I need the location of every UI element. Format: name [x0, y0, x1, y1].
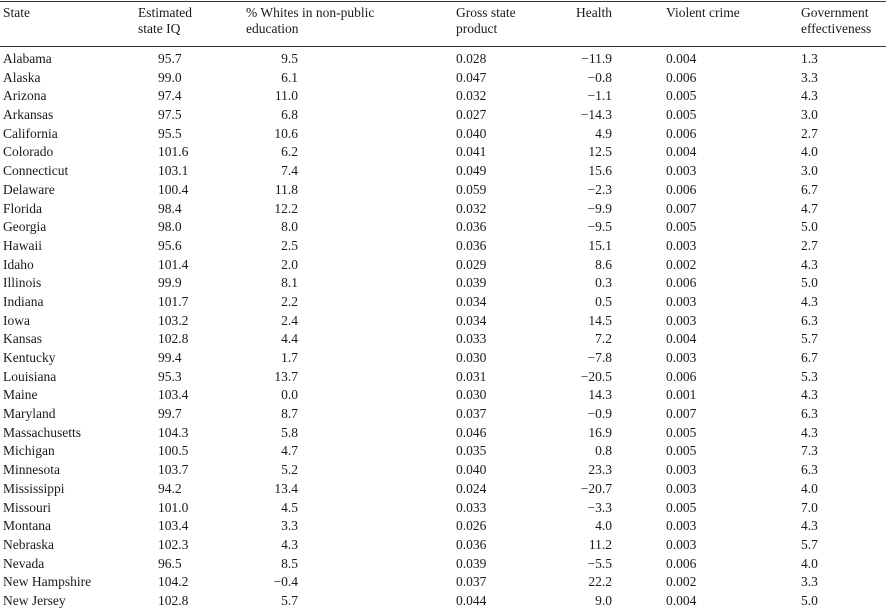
cell-whites-non-public-education: 2.0: [281, 256, 298, 272]
cell-state: Montana: [3, 518, 51, 534]
cell-state: Georgia: [3, 219, 47, 235]
cell-violent-crime: 0.003: [666, 312, 697, 328]
cell-state: Connecticut: [3, 163, 69, 179]
table-row: [0, 200, 886, 219]
cell-violent-crime: 0.001: [666, 387, 697, 403]
cell-state: Idaho: [3, 256, 34, 272]
cell-gross-state-product: 0.036: [456, 536, 487, 552]
cell-health: 15.1: [588, 237, 612, 253]
cell-state: Massachusetts: [3, 424, 81, 440]
cell-government-effectiveness: 4.3: [801, 387, 818, 403]
cell-violent-crime: 0.003: [666, 536, 697, 552]
cell-violent-crime: 0.005: [666, 88, 697, 104]
cell-estimated-state-iq: 101.6: [158, 144, 189, 160]
table-row: [0, 555, 886, 574]
cell-whites-non-public-education: 2.5: [281, 237, 298, 253]
cell-government-effectiveness: 2.7: [801, 237, 818, 253]
cell-gross-state-product: 0.046: [456, 424, 487, 440]
cell-violent-crime: 0.003: [666, 163, 697, 179]
cell-state: Missouri: [3, 499, 52, 515]
table-row: [0, 162, 886, 181]
cell-health: 0.5: [595, 293, 612, 309]
cell-government-effectiveness: 6.3: [801, 406, 818, 422]
cell-health: 0.3: [595, 275, 612, 291]
cell-whites-non-public-education: 9.5: [281, 51, 298, 66]
cell-violent-crime: 0.004: [666, 592, 697, 608]
cell-estimated-state-iq: 103.4: [158, 518, 189, 534]
cell-estimated-state-iq: 103.4: [158, 387, 189, 403]
cell-gross-state-product: 0.034: [456, 293, 487, 309]
header-violent-crime: Violent crime: [666, 5, 740, 20]
table-row: [0, 312, 886, 331]
cell-government-effectiveness: 5.7: [801, 536, 818, 552]
cell-gross-state-product: 0.028: [456, 51, 487, 66]
cell-government-effectiveness: 7.0: [801, 499, 818, 515]
cell-gross-state-product: 0.059: [456, 181, 487, 197]
cell-violent-crime: 0.003: [666, 350, 697, 365]
table-row: [0, 293, 886, 312]
table-row: [0, 349, 886, 368]
cell-violent-crime: 0.003: [666, 237, 697, 253]
cell-government-effectiveness: 1.3: [801, 51, 818, 66]
cell-health: 14.3: [588, 387, 612, 403]
cell-health: 15.6: [588, 163, 612, 179]
cell-government-effectiveness: 4.3: [801, 518, 818, 534]
table-row: [0, 480, 886, 499]
cell-whites-non-public-education: 6.8: [281, 107, 298, 123]
cell-government-effectiveness: 3.3: [801, 574, 818, 590]
cell-estimated-state-iq: 96.5: [158, 555, 182, 571]
cell-whites-non-public-education: 8.7: [281, 406, 298, 422]
cell-estimated-state-iq: 98.0: [158, 219, 182, 235]
cell-estimated-state-iq: 98.4: [158, 200, 182, 216]
cell-state: New Jersey: [3, 592, 66, 608]
cell-whites-non-public-education: 12.2: [274, 200, 298, 216]
cell-health: 0.8: [595, 443, 612, 459]
cell-health: −20.7: [580, 480, 612, 496]
cell-violent-crime: 0.003: [666, 462, 697, 478]
cell-estimated-state-iq: 101.4: [158, 256, 189, 272]
table-row: [0, 461, 886, 480]
cell-whites-non-public-education: 13.7: [274, 368, 298, 384]
header-rule: [0, 46, 886, 47]
cell-state: Nevada: [3, 555, 45, 571]
cell-estimated-state-iq: 103.2: [158, 312, 189, 328]
cell-state: Maryland: [3, 406, 56, 422]
table-row: [0, 69, 886, 88]
cell-state: Florida: [3, 200, 42, 216]
table-row: [0, 368, 886, 387]
cell-gross-state-product: 0.024: [456, 480, 487, 496]
cell-whites-non-public-education: 5.8: [281, 424, 298, 440]
cell-gross-state-product: 0.039: [456, 275, 487, 291]
cell-whites-non-public-education: 4.3: [281, 536, 298, 552]
cell-health: −2.3: [587, 181, 612, 197]
header-government-effectiveness: Government effectiveness: [801, 5, 872, 36]
cell-government-effectiveness: 4.3: [801, 256, 818, 272]
cell-whites-non-public-education: 7.4: [281, 163, 298, 179]
cell-health: 4.9: [595, 125, 612, 141]
cell-gross-state-product: 0.031: [456, 368, 487, 384]
cell-estimated-state-iq: 104.3: [158, 424, 189, 440]
cell-government-effectiveness: 5.0: [801, 592, 818, 608]
cell-violent-crime: 0.003: [666, 518, 697, 534]
cell-health: 7.2: [595, 331, 612, 347]
cell-whites-non-public-education: 2.2: [281, 293, 298, 309]
cell-estimated-state-iq: 95.6: [158, 237, 182, 253]
cell-violent-crime: 0.007: [666, 406, 697, 422]
cell-government-effectiveness: 6.7: [801, 181, 818, 197]
cell-violent-crime: 0.004: [666, 331, 697, 347]
cell-violent-crime: 0.003: [666, 293, 697, 309]
cell-gross-state-product: 0.036: [456, 237, 487, 253]
table-row: [0, 218, 886, 237]
table-row: [0, 442, 886, 461]
cell-gross-state-product: 0.039: [456, 555, 487, 571]
cell-gross-state-product: 0.032: [456, 200, 487, 216]
cell-violent-crime: 0.004: [666, 51, 697, 66]
table-row: [0, 536, 886, 555]
cell-violent-crime: 0.007: [666, 200, 697, 216]
table-row: [0, 87, 886, 106]
cell-state: Nebraska: [3, 536, 54, 552]
cell-violent-crime: 0.005: [666, 424, 697, 440]
cell-health: −9.5: [587, 219, 612, 235]
header-gross-state-product: Gross state product: [456, 5, 516, 36]
cell-whites-non-public-education: 8.1: [281, 275, 298, 291]
cell-state: Minnesota: [3, 462, 60, 478]
cell-gross-state-product: 0.037: [456, 574, 487, 590]
cell-whites-non-public-education: 4.7: [281, 443, 298, 459]
table-row: [0, 256, 886, 275]
cell-whites-non-public-education: 6.1: [281, 69, 298, 85]
cell-violent-crime: 0.004: [666, 144, 697, 160]
cell-government-effectiveness: 7.3: [801, 443, 818, 459]
cell-whites-non-public-education: 1.7: [281, 350, 298, 365]
cell-gross-state-product: 0.044: [456, 592, 487, 608]
cell-estimated-state-iq: 100.4: [158, 181, 189, 197]
cell-estimated-state-iq: 103.7: [158, 462, 189, 478]
cell-state: Delaware: [3, 181, 55, 197]
cell-state: Louisiana: [3, 368, 57, 384]
cell-gross-state-product: 0.033: [456, 499, 487, 515]
cell-violent-crime: 0.006: [666, 181, 697, 197]
cell-gross-state-product: 0.035: [456, 443, 487, 459]
cell-estimated-state-iq: 99.9: [158, 275, 182, 291]
cell-government-effectiveness: 4.7: [801, 200, 818, 216]
cell-whites-non-public-education: 2.4: [281, 312, 298, 328]
cell-government-effectiveness: 6.3: [801, 312, 818, 328]
cell-health: 4.0: [595, 518, 612, 534]
cell-estimated-state-iq: 101.0: [158, 499, 189, 515]
cell-violent-crime: 0.005: [666, 219, 697, 235]
cell-health: −5.5: [587, 555, 612, 571]
cell-violent-crime: 0.002: [666, 256, 697, 272]
cell-gross-state-product: 0.026: [456, 518, 487, 534]
cell-health: −3.3: [587, 499, 612, 515]
cell-health: 8.6: [595, 256, 612, 272]
cell-whites-non-public-education: 10.6: [274, 125, 298, 141]
cell-gross-state-product: 0.047: [456, 69, 487, 85]
table-row: [0, 517, 886, 536]
cell-estimated-state-iq: 95.7: [158, 51, 182, 66]
cell-state: Mississippi: [3, 480, 65, 496]
cell-gross-state-product: 0.049: [456, 163, 487, 179]
cell-gross-state-product: 0.040: [456, 125, 487, 141]
cell-gross-state-product: 0.041: [456, 144, 487, 160]
table-row: [0, 237, 886, 256]
cell-whites-non-public-education: 5.7: [281, 592, 298, 608]
cell-health: 22.2: [588, 574, 612, 590]
header-state: State: [3, 5, 30, 20]
table-row: [0, 143, 886, 162]
table-row: [0, 50, 886, 69]
cell-gross-state-product: 0.036: [456, 219, 487, 235]
cell-gross-state-product: 0.034: [456, 312, 487, 328]
cell-government-effectiveness: 5.0: [801, 275, 818, 291]
table-row: [0, 405, 886, 424]
cell-health: 23.3: [588, 462, 612, 478]
cell-state: Alabama: [3, 51, 52, 66]
cell-violent-crime: 0.006: [666, 69, 697, 85]
header-whites-non-public-education: % Whites in non-public education: [246, 5, 375, 36]
cell-state: Illinois: [3, 275, 42, 291]
cell-health: −11.9: [581, 51, 612, 66]
cell-estimated-state-iq: 95.3: [158, 368, 182, 384]
cell-government-effectiveness: 6.7: [801, 350, 818, 365]
cell-government-effectiveness: 4.0: [801, 144, 818, 160]
cell-state: Hawaii: [3, 237, 42, 253]
cell-violent-crime: 0.006: [666, 555, 697, 571]
cell-whites-non-public-education: 6.2: [281, 144, 298, 160]
cell-whites-non-public-education: 11.0: [274, 88, 298, 104]
cell-whites-non-public-education: 4.4: [281, 331, 298, 347]
cell-government-effectiveness: 4.3: [801, 424, 818, 440]
cell-gross-state-product: 0.029: [456, 256, 487, 272]
cell-whites-non-public-education: 5.2: [281, 462, 298, 478]
cell-estimated-state-iq: 102.8: [158, 592, 189, 608]
cell-violent-crime: 0.005: [666, 107, 697, 123]
cell-health: −0.9: [587, 406, 612, 422]
cell-violent-crime: 0.002: [666, 574, 697, 590]
cell-whites-non-public-education: −0.4: [273, 574, 298, 590]
cell-whites-non-public-education: 13.4: [274, 480, 298, 496]
cell-health: 16.9: [588, 424, 612, 440]
header-estimated-state-iq: Estimated state IQ: [138, 5, 192, 36]
cell-estimated-state-iq: 104.2: [158, 574, 189, 590]
cell-health: 14.5: [588, 312, 612, 328]
cell-estimated-state-iq: 103.1: [158, 163, 189, 179]
cell-whites-non-public-education: 3.3: [281, 518, 298, 534]
cell-state: New Hampshire: [3, 574, 92, 590]
cell-gross-state-product: 0.032: [456, 88, 487, 104]
cell-state: Kentucky: [3, 350, 56, 365]
cell-estimated-state-iq: 94.2: [158, 480, 182, 496]
cell-state: Michigan: [3, 443, 55, 459]
cell-government-effectiveness: 4.0: [801, 480, 818, 496]
cell-estimated-state-iq: 100.5: [158, 443, 189, 459]
cell-government-effectiveness: 6.3: [801, 462, 818, 478]
cell-whites-non-public-education: 11.8: [274, 181, 298, 197]
cell-government-effectiveness: 5.0: [801, 219, 818, 235]
cell-health: 11.2: [588, 536, 612, 552]
cell-state: Alaska: [3, 69, 41, 85]
cell-whites-non-public-education: 8.0: [281, 219, 298, 235]
cell-estimated-state-iq: 102.3: [158, 536, 189, 552]
cell-government-effectiveness: 3.0: [801, 163, 818, 179]
cell-state: Kansas: [3, 331, 42, 347]
table-row: [0, 573, 886, 592]
cell-estimated-state-iq: 99.4: [158, 350, 182, 365]
table-row: [0, 274, 886, 293]
cell-government-effectiveness: 4.3: [801, 293, 818, 309]
cell-violent-crime: 0.005: [666, 443, 697, 459]
cell-health: 12.5: [588, 144, 612, 160]
cell-whites-non-public-education: 8.5: [281, 555, 298, 571]
cell-whites-non-public-education: 0.0: [281, 387, 298, 403]
cell-government-effectiveness: 5.7: [801, 331, 818, 347]
cell-violent-crime: 0.003: [666, 480, 697, 496]
cell-estimated-state-iq: 99.7: [158, 406, 182, 422]
cell-health: −7.8: [587, 350, 612, 365]
cell-gross-state-product: 0.033: [456, 331, 487, 347]
cell-state: Arizona: [3, 88, 47, 104]
table-row: [0, 592, 886, 611]
top-rule: [0, 1, 886, 2]
cell-health: −1.1: [587, 88, 612, 104]
cell-health: −20.5: [580, 368, 612, 384]
header-health: Health: [576, 5, 612, 20]
cell-estimated-state-iq: 95.5: [158, 125, 182, 141]
cell-violent-crime: 0.006: [666, 275, 697, 291]
cell-estimated-state-iq: 99.0: [158, 69, 182, 85]
table-body: [0, 50, 886, 611]
cell-state: Iowa: [3, 312, 30, 328]
cell-health: −9.9: [587, 200, 612, 216]
cell-government-effectiveness: 3.3: [801, 69, 818, 85]
cell-violent-crime: 0.006: [666, 125, 697, 141]
cell-health: −14.3: [580, 107, 612, 123]
cell-state: Indiana: [3, 293, 44, 309]
cell-government-effectiveness: 4.3: [801, 88, 818, 104]
cell-gross-state-product: 0.040: [456, 462, 487, 478]
cell-estimated-state-iq: 97.4: [158, 88, 182, 104]
table-row: [0, 181, 886, 200]
cell-gross-state-product: 0.030: [456, 387, 487, 403]
table-row: [0, 106, 886, 125]
cell-government-effectiveness: 5.3: [801, 368, 818, 384]
cell-gross-state-product: 0.030: [456, 350, 487, 365]
cell-government-effectiveness: 2.7: [801, 125, 818, 141]
cell-health: −0.8: [587, 69, 612, 85]
table-row: [0, 330, 886, 349]
cell-health: 9.0: [595, 592, 612, 608]
table-row: [0, 125, 886, 144]
cell-whites-non-public-education: 4.5: [281, 499, 298, 515]
cell-estimated-state-iq: 97.5: [158, 107, 182, 123]
cell-violent-crime: 0.005: [666, 499, 697, 515]
cell-state: California: [3, 125, 58, 141]
cell-gross-state-product: 0.037: [456, 406, 487, 422]
cell-estimated-state-iq: 102.8: [158, 331, 189, 347]
cell-government-effectiveness: 4.0: [801, 555, 818, 571]
cell-estimated-state-iq: 101.7: [158, 293, 189, 309]
cell-state: Arkansas: [3, 107, 54, 123]
table-row: [0, 424, 886, 443]
cell-violent-crime: 0.006: [666, 368, 697, 384]
cell-government-effectiveness: 3.0: [801, 107, 818, 123]
cell-gross-state-product: 0.027: [456, 107, 487, 123]
cell-state: Colorado: [3, 144, 54, 160]
cell-state: Maine: [3, 387, 38, 403]
table-row: [0, 499, 886, 518]
table-row: [0, 386, 886, 405]
